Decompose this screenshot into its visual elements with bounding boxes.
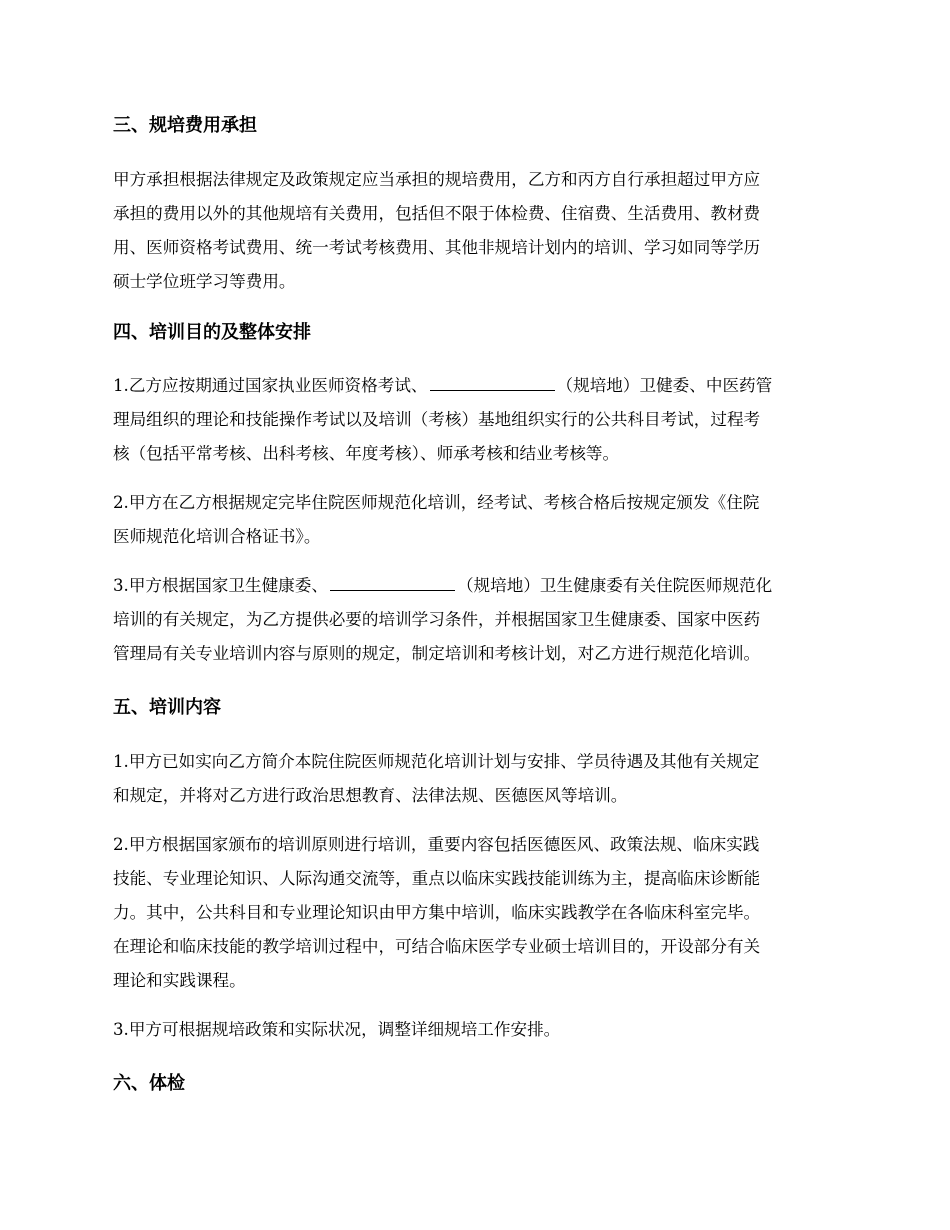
text-line: 管理局有关专业培训内容与原则的规定，制定培训和考核计划，对乙方进行规范化培训。 (113, 644, 761, 663)
text-line: 用、医师资格考试费用、统一考试考核费用、其他非规培计划内的培训、学习如同等学历 (113, 238, 761, 257)
text-segment: 1.乙方应按期通过国家执业医师资格考试、 (113, 376, 428, 395)
text-line: 1.甲方已如实向乙方简介本院住院医师规范化培训计划与安排、学员待遇及其他有关规定 (113, 752, 760, 771)
paragraph-training-content-1 (113, 745, 841, 813)
text-line: 医师规范化培训合格证书》。 (113, 527, 321, 546)
text-line: 理局组织的理论和技能操作考试以及培训（考核）基地组织实行的公共科目考试，过程考 (113, 410, 761, 429)
text-line: 核（包括平常考核、出科考核、年度考核）、师承考核和结业考核等。 (113, 444, 620, 463)
text-line (113, 369, 841, 403)
text-line: 培训的有关规定，为乙方提供必要的培训学习条件，并根据国家卫生健康委、国家中医药 (113, 610, 761, 629)
text-line: 在理论和临床技能的教学培训过程中，可结合临床医学专业硕士培训目的，开设部分有关 (113, 937, 761, 956)
paragraph-training-goal-1 (113, 369, 841, 471)
text-line: 2.甲方在乙方根据规定完毕住院医师规范化培训，经考试、考核合格后按规定颁发《住院 (113, 493, 760, 512)
text-line: 技能、专业理论知识、人际沟通交流等，重点以临床实践技能训练为主，提高临床诊断能 (113, 869, 761, 888)
text-segment: 3.甲方根据国家卫生健康委、 (113, 576, 328, 595)
text-line: 力。其中，公共科目和专业理论知识由甲方集中培训，临床实践教学在各临床科室完毕。 (113, 903, 761, 922)
text-line: 硕士学位班学习等费用。 (113, 272, 296, 291)
section-heading-physical-exam: 六、体检 (113, 1073, 185, 1094)
section-heading-training-content: 五、培训内容 (113, 697, 221, 718)
text-line (113, 569, 841, 603)
text-segment: （规培地）卫生健康委有关住院医师规范化 (456, 576, 773, 595)
text-line: 承担的费用以外的其他规培有关费用，包括但不限于体检费、住宿费、生活费用、教材费 (113, 204, 761, 223)
paragraph-training-goal-3 (113, 569, 841, 671)
text-line: 和规定，并将对乙方进行政治思想教育、法律法规、医德医风等培训。 (113, 786, 628, 805)
text-segment: （规培地）卫健委、中医药管 (556, 376, 773, 395)
paragraph-fee (113, 163, 841, 299)
paragraph-training-content-3 (113, 1013, 841, 1047)
fill-in-blank (430, 374, 555, 391)
paragraph-training-goal-2 (113, 486, 841, 554)
text-line: 3.甲方可根据规培政策和实际状况，调整详细规培工作安排。 (113, 1020, 561, 1039)
text-line: 2.甲方根据国家颁布的培训原则进行培训，重要内容包括医德医风、政策法规、临床实践 (113, 835, 760, 854)
section-heading-training-goal: 四、培训目的及整体安排 (113, 322, 311, 343)
section-heading-fee: 三、规培费用承担 (113, 115, 257, 136)
fill-in-blank (330, 574, 455, 591)
text-line: 理论和实践课程。 (113, 971, 246, 990)
paragraph-training-content-2 (113, 828, 841, 998)
text-line: 甲方承担根据法律规定及政策规定应当承担的规培费用，乙方和丙方自行承担超过甲方应 (113, 170, 761, 189)
